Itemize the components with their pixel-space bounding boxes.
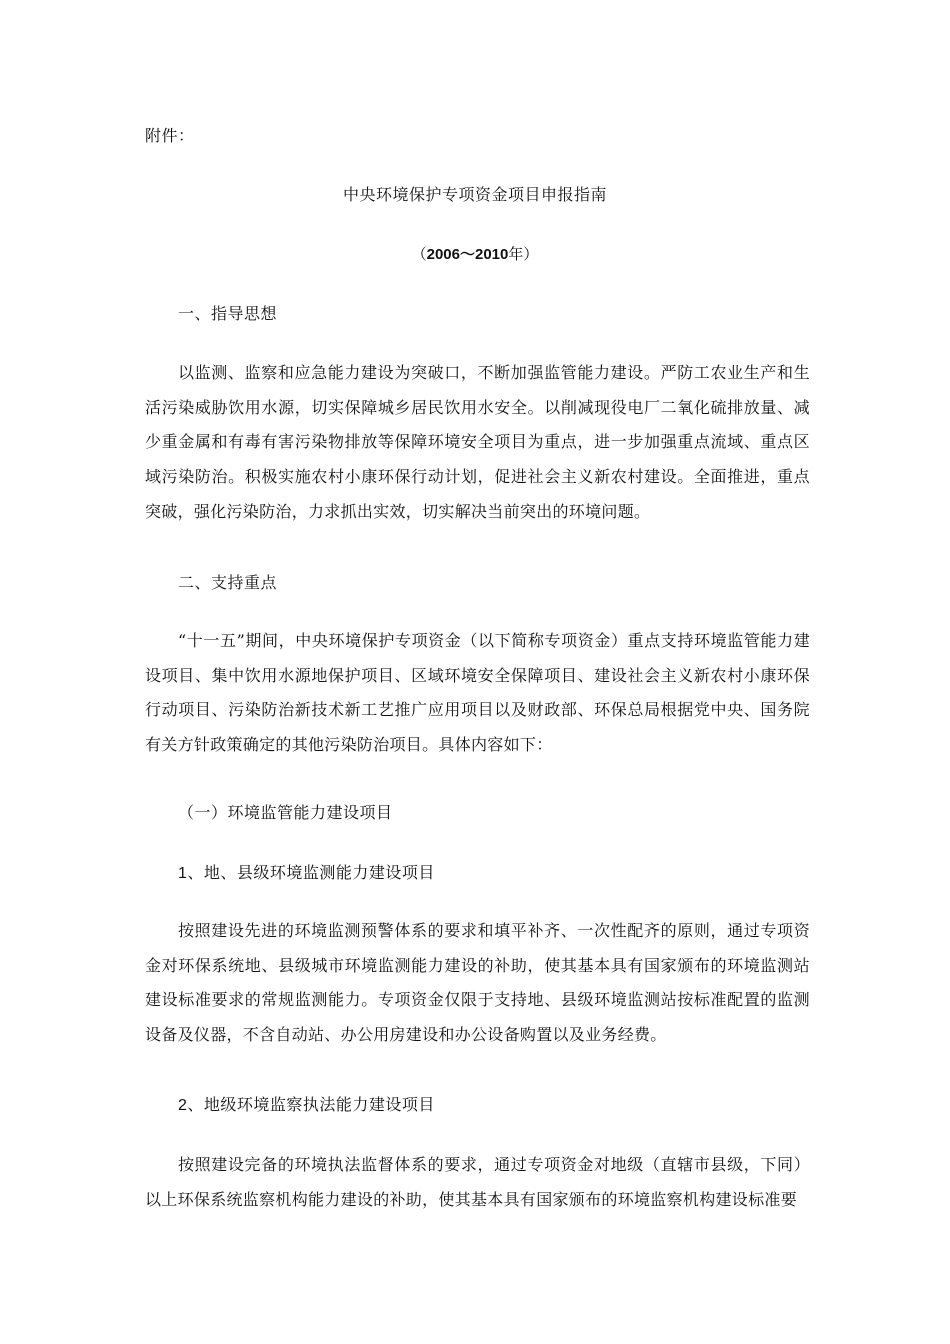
years-range: 2006～2010 — [426, 246, 509, 263]
document-years — [0, 243, 950, 266]
document-title: 中央环境保护专项资金项目申报指南 — [342, 185, 607, 204]
attachment-label: 附件： — [145, 126, 195, 145]
item-paragraph-monitoring-projects: 按照建设先进的环境监测预警体系的要求和填平补齐、一次性配齐的原则，通过专项资金对环保系统地、县级城市环境监测能力建设的补助，使其基本具有国家颁布的环境监测站建设标准要求的常规监测能力。专项资金仅限于支持地、县级环境监测站按标准配置的监测设备及仪器，不含自动站、办公用房建设和办公设备购置以及业务经费。 — [145, 921, 810, 1045]
section-paragraph-guiding-ideology: 以监测、监察和应急能力建设为突破口，不断加强监管能力建设。严防工农业生产和生活污染威胁饮用水源，切实保障城乡居民饮用水安全。以削减现役电厂二氧化硫排放量、减少重金属和有毒有害污染物排放等保障环境安全项目为重点，进一步加强重点流域、重点区域污染防治。积极实施农村小康环保行动计划，促进社会主义新农村建设。全面推进，重点突破，强化污染防治，力求抓出实效，切实解决当前突出的环境问题。 — [145, 363, 810, 521]
years-open: （ — [411, 245, 427, 263]
item-heading-enforcement-projects — [178, 1094, 435, 1117]
section-heading-support-focus: 二、支持重点 — [178, 573, 278, 592]
years-close: 年） — [508, 245, 539, 263]
subsection-heading-monitoring-capacity: （一）环境监管能力建设项目 — [178, 803, 393, 822]
item-heading-text: 、地、县级环境监测能力建设项目 — [187, 863, 435, 882]
item-heading-text: 、地级环境监察执法能力建设项目 — [187, 1095, 435, 1114]
section-paragraph-support-focus: “十一五”期间，中央环境保护专项资金（以下简称专项资金）重点支持环境监管能力建设项目、集中饮用水源地保护项目、区域环境安全保障项目、建设社会主义新农村小康环保行动项目、污染防治新技术新工艺推广应用项目以及财政部、环保总局根据党中央、国务院有关方针政策确定的其他污染防治项目。具体内容如下： — [145, 631, 810, 755]
section-heading-guiding-ideology: 一、指导思想 — [178, 304, 278, 323]
item-heading-monitoring-projects — [178, 862, 435, 885]
item-paragraph-enforcement-projects: 按照建设完备的环境执法监督体系的要求，通过专项资金对地级（直辖市县级，下同）以上环保系统监察机构能力建设的补助，使其基本具有国家颁布的环境监察机构建设标准要 — [145, 1155, 810, 1209]
item-number: 1 — [178, 865, 188, 882]
item-number: 2 — [178, 1097, 188, 1114]
